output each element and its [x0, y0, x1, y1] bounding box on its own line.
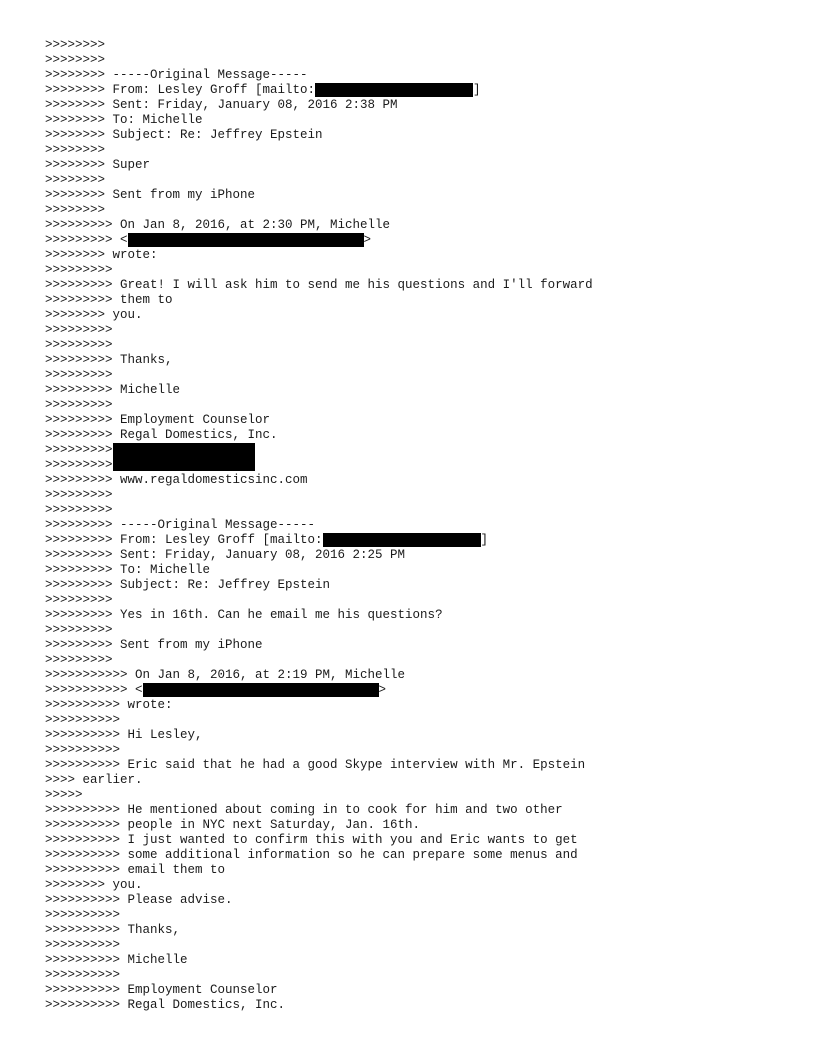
email-line	[45, 968, 805, 983]
redaction-bar	[128, 233, 364, 247]
email-line	[45, 908, 805, 923]
email-line	[45, 608, 805, 623]
email-line	[45, 638, 805, 653]
line-text: >>>>>>>>>	[45, 623, 113, 637]
redaction-bar	[143, 683, 379, 697]
line-text: >>>>>>>>> From: Lesley Groff [mailto:	[45, 533, 323, 547]
email-line	[45, 263, 805, 278]
line-text: >>>>>>>>> Thanks,	[45, 353, 173, 367]
email-line	[45, 323, 805, 338]
email-line	[45, 68, 805, 83]
line-text: >>>>>>>>	[45, 38, 106, 52]
line-text: >>>>>>>> you.	[45, 308, 143, 322]
line-text: >>>>>>>>>> Thanks,	[45, 923, 181, 937]
email-line	[45, 308, 805, 323]
line-text: >>>>>>>>>> Employment Counselor	[45, 983, 278, 997]
email-line	[45, 563, 805, 578]
line-text: >>>>>>>>>>> <	[45, 683, 143, 697]
line-text: >>>>>	[45, 788, 83, 802]
line-text: >>>>>>>> you.	[45, 878, 143, 892]
line-text: >>>>>>>>>	[45, 338, 113, 352]
line-text: >>>>>>>>> Yes in 16th. Can he email me his questions?	[45, 608, 443, 622]
line-text: >>>>>>>>> Great! I will ask him to send me his questions and I'll forward	[45, 278, 593, 292]
line-text: >>>>>>>>>	[45, 488, 113, 502]
email-line	[45, 653, 805, 668]
email-line	[45, 158, 805, 173]
redaction-bar	[113, 443, 255, 471]
line-text: >>>>>>>>	[45, 143, 106, 157]
line-text: >>>>>>>>>	[45, 368, 113, 382]
line-text: >>>> earlier.	[45, 773, 143, 787]
email-line	[45, 368, 805, 383]
line-text: >>>>>>>>>> Hi Lesley,	[45, 728, 203, 742]
email-line	[45, 578, 805, 593]
line-text: >>>>>>>>>>	[45, 938, 121, 952]
line-text: >>>>>>>>>	[45, 263, 113, 277]
line-text: >>>>>>>>> On Jan 8, 2016, at 2:30 PM, Michelle	[45, 218, 391, 232]
redaction-bar	[323, 533, 481, 547]
email-line	[45, 713, 805, 728]
line-text: >>>>>>>>>> Eric said that he had a good Skype interview with Mr. Epstein	[45, 758, 586, 772]
line-text: >>>>>>>>> -----Original Message-----	[45, 518, 316, 532]
line-text: >>>>>>>>> them to	[45, 293, 173, 307]
line-text: >>>>>>>>>> some additional information so he can prepare some menus and	[45, 848, 578, 862]
line-text: >>>>>>>>> To: Michelle	[45, 563, 211, 577]
line-text: >>>>>>>> -----Original Message-----	[45, 68, 308, 82]
email-line	[45, 353, 805, 368]
line-text: >>>>>>>>>> Michelle	[45, 953, 188, 967]
email-line	[45, 773, 805, 788]
line-suffix: ]	[480, 533, 489, 547]
email-line	[45, 923, 805, 938]
email-line	[45, 83, 805, 98]
email-line	[45, 218, 805, 233]
email-line	[45, 998, 805, 1013]
email-line	[45, 758, 805, 773]
line-text: >>>>>>>>>> He mentioned about coming in to cook for him and two other	[45, 803, 563, 817]
email-line	[45, 338, 805, 353]
email-line	[45, 833, 805, 848]
line-text: >>>>>>>>>> wrote:	[45, 698, 173, 712]
email-line	[45, 233, 805, 248]
line-text: >>>>>>>> Super	[45, 158, 151, 172]
email-line	[45, 488, 805, 503]
line-text: >>>>>>>>>>	[45, 968, 121, 982]
email-line	[45, 848, 805, 863]
line-text: >>>>>>>>>	[45, 323, 113, 337]
line-text: >>>>>>>>	[45, 173, 106, 187]
line-text: >>>>>>>>>	[45, 653, 113, 667]
email-line	[45, 878, 805, 893]
line-text: >>>>>>>>	[45, 203, 106, 217]
email-line	[45, 143, 805, 158]
email-line	[45, 278, 805, 293]
email-line	[45, 818, 805, 833]
email-line	[45, 683, 805, 698]
line-text: >>>>>>>> Subject: Re: Jeffrey Epstein	[45, 128, 323, 142]
line-text: >>>>>>>>> www.regaldomesticsinc.com	[45, 473, 308, 487]
line-text: >>>>>>>> To: Michelle	[45, 113, 203, 127]
line-text: >>>>>>>> Sent: Friday, January 08, 2016 2:38 PM	[45, 98, 398, 112]
email-line	[45, 128, 805, 143]
line-text: >>>>>>>>>> Please advise.	[45, 893, 233, 907]
email-line	[45, 248, 805, 263]
line-suffix: >	[363, 233, 372, 247]
line-text: >>>>>>>>> <	[45, 233, 128, 247]
email-line	[45, 443, 805, 458]
line-suffix: ]	[473, 83, 481, 97]
line-text: >>>>>>>>> Sent: Friday, January 08, 2016 2:25 PM	[45, 548, 406, 562]
email-line	[45, 188, 805, 203]
redaction-bar	[315, 83, 473, 97]
email-line	[45, 728, 805, 743]
email-line	[45, 293, 805, 308]
email-line	[45, 38, 805, 53]
email-line	[45, 863, 805, 878]
line-text: >>>>>>>>	[45, 53, 106, 67]
email-line	[45, 473, 805, 488]
line-text: >>>>>>>> wrote:	[45, 248, 158, 262]
line-text: >>>>>>>>>> Regal Domestics, Inc.	[45, 998, 286, 1012]
email-line	[45, 893, 805, 908]
line-text: >>>>>>>>> Sent from my iPhone	[45, 638, 263, 652]
line-text: >>>>>>>>> Subject: Re: Jeffrey Epstein	[45, 578, 331, 592]
email-line	[45, 938, 805, 953]
line-text: >>>>>>>>> Regal Domestics, Inc.	[45, 428, 278, 442]
line-text: >>>>>>>>> Employment Counselor	[45, 413, 271, 427]
email-line	[45, 983, 805, 998]
line-text: >>>>>>>>>>	[45, 743, 121, 757]
line-text: >>>>>>>>>	[45, 593, 113, 607]
email-line	[45, 743, 805, 758]
line-text: >>>>>>>> Sent from my iPhone	[45, 188, 256, 202]
line-text: >>>>>>>>>> email them to	[45, 863, 226, 877]
line-text: >>>>>>>>>>> On Jan 8, 2016, at 2:19 PM, Michelle	[45, 668, 406, 682]
email-line	[45, 548, 805, 563]
email-line	[45, 53, 805, 68]
email-line	[45, 428, 805, 443]
line-text: >>>>>>>>>> I just wanted to confirm this with you and Eric wants to get	[45, 833, 578, 847]
email-line	[45, 503, 805, 518]
line-text: >>>>>>>>>	[45, 443, 113, 457]
line-text: >>>>>>>>>	[45, 458, 113, 472]
line-text: >>>>>>>>>	[45, 503, 113, 517]
email-document	[45, 38, 805, 1013]
line-text: >>>>>>>>>>	[45, 908, 121, 922]
line-text: >>>>>>>> From: Lesley Groff [mailto:	[45, 83, 316, 97]
line-text: >>>>>>>>>	[45, 398, 113, 412]
email-line	[45, 593, 805, 608]
email-line	[45, 518, 805, 533]
email-line	[45, 98, 805, 113]
email-line	[45, 413, 805, 428]
email-line	[45, 953, 805, 968]
email-line	[45, 698, 805, 713]
email-line	[45, 668, 805, 683]
email-line	[45, 803, 805, 818]
email-line	[45, 383, 805, 398]
line-text: >>>>>>>>>> people in NYC next Saturday, Jan. 16th.	[45, 818, 421, 832]
email-line	[45, 173, 805, 188]
email-line	[45, 113, 805, 128]
email-line	[45, 623, 805, 638]
email-line	[45, 398, 805, 413]
email-line	[45, 533, 805, 548]
line-text: >>>>>>>>> Michelle	[45, 383, 181, 397]
email-line	[45, 788, 805, 803]
line-text: >>>>>>>>>>	[45, 713, 121, 727]
email-line	[45, 203, 805, 218]
line-suffix: >	[378, 683, 387, 697]
